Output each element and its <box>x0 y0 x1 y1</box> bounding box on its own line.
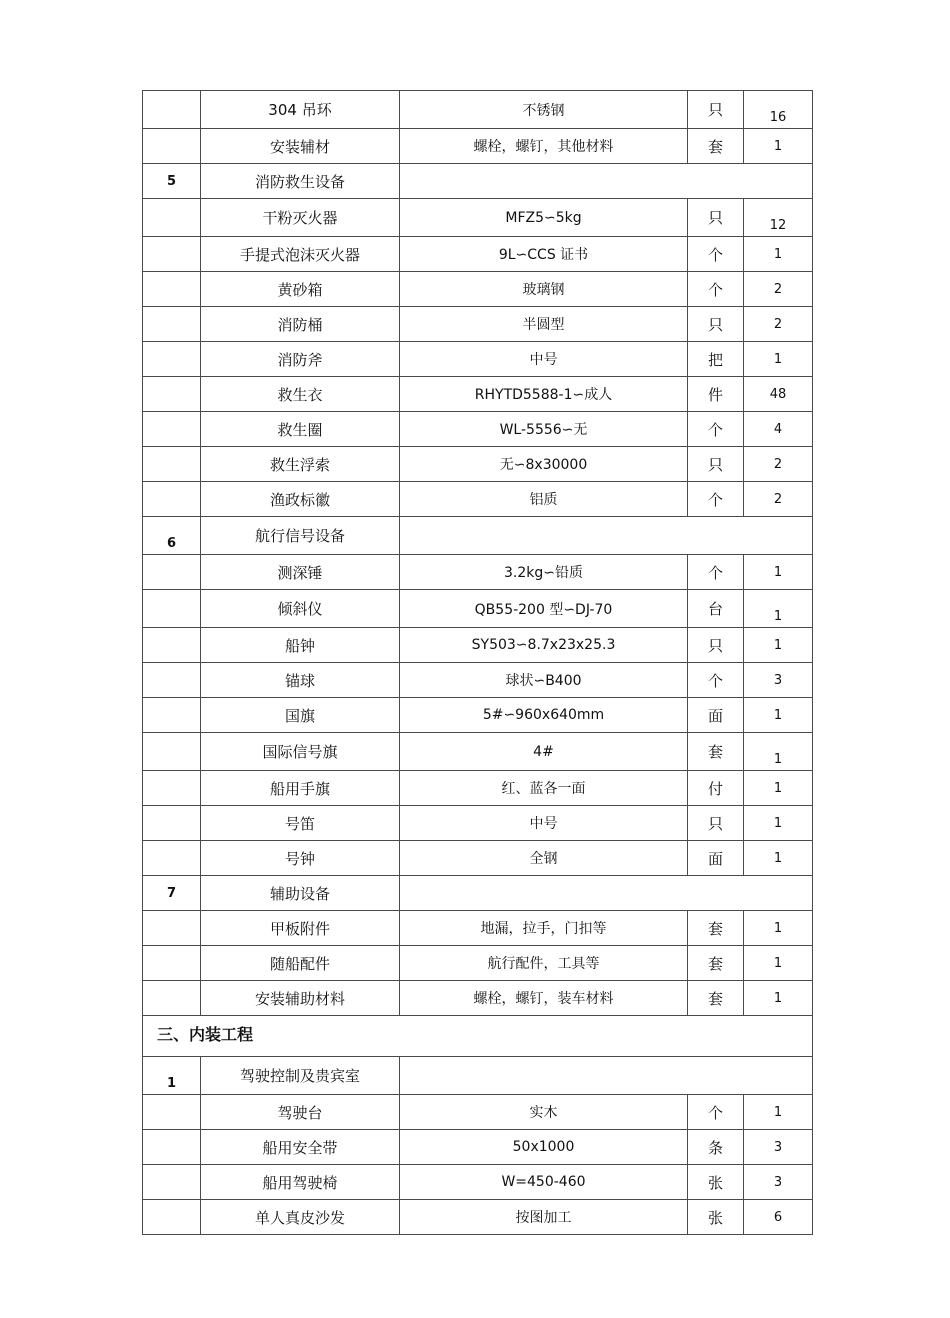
item-unit-cell: 面 <box>688 841 744 876</box>
item-number-cell <box>143 628 201 663</box>
item-name-cell: 安装辅材 <box>201 129 400 164</box>
item-unit-cell: 只 <box>688 91 744 129</box>
item-qty-cell: 1 <box>744 237 813 272</box>
table-row <box>143 1165 813 1200</box>
item-qty-cell: 1 <box>744 129 813 164</box>
item-unit-cell: 套 <box>688 946 744 981</box>
item-name-cell: 单人真皮沙发 <box>201 1200 400 1235</box>
table-row <box>143 590 813 628</box>
table-row <box>143 129 813 164</box>
item-number-cell <box>143 199 201 237</box>
item-spec-cell: WL-5556∽无 <box>400 412 688 447</box>
group-empty-cell <box>400 876 813 911</box>
table-row <box>143 1130 813 1165</box>
item-name-cell: 救生浮索 <box>201 447 400 482</box>
group-empty-cell <box>400 1057 813 1095</box>
section-title: 三、内装工程 <box>143 1016 813 1057</box>
table-row <box>143 412 813 447</box>
table-row <box>143 806 813 841</box>
item-qty-cell: 12 <box>744 199 813 237</box>
item-qty-cell: 1 <box>744 841 813 876</box>
item-name-cell: 随船配件 <box>201 946 400 981</box>
item-spec-cell: RHYTD5588-1∽成人 <box>400 377 688 412</box>
item-number-cell <box>143 482 201 517</box>
item-name-cell: 船钟 <box>201 628 400 663</box>
item-name-cell: 救生衣 <box>201 377 400 412</box>
table-row <box>143 447 813 482</box>
item-name-cell: 甲板附件 <box>201 911 400 946</box>
table-row <box>143 1200 813 1235</box>
item-qty-cell: 1 <box>744 806 813 841</box>
item-unit-cell: 个 <box>688 412 744 447</box>
item-number-cell <box>143 911 201 946</box>
item-name-cell: 304 吊环 <box>201 91 400 129</box>
item-spec-cell: 不锈钢 <box>400 91 688 129</box>
table-row <box>143 342 813 377</box>
item-spec-cell: 全钢 <box>400 841 688 876</box>
item-name-cell: 消防斧 <box>201 342 400 377</box>
table-row <box>143 663 813 698</box>
table-row <box>143 628 813 663</box>
table-row <box>143 981 813 1016</box>
table-row <box>143 841 813 876</box>
item-spec-cell: 航行配件，工具等 <box>400 946 688 981</box>
item-name-cell: 号笛 <box>201 806 400 841</box>
item-spec-cell: 红、蓝各一面 <box>400 771 688 806</box>
item-number-cell <box>143 447 201 482</box>
group-row <box>143 164 813 199</box>
item-unit-cell: 只 <box>688 447 744 482</box>
item-spec-cell: 中号 <box>400 806 688 841</box>
item-qty-cell: 1 <box>744 555 813 590</box>
item-unit-cell: 张 <box>688 1200 744 1235</box>
table-body <box>143 91 813 1235</box>
table-row <box>143 555 813 590</box>
item-spec-cell: 球状∽B400 <box>400 663 688 698</box>
item-qty-cell: 1 <box>744 733 813 771</box>
item-qty-cell: 1 <box>744 946 813 981</box>
item-unit-cell: 套 <box>688 911 744 946</box>
item-unit-cell: 付 <box>688 771 744 806</box>
item-unit-cell: 个 <box>688 1095 744 1130</box>
item-name-cell: 船用手旗 <box>201 771 400 806</box>
group-name-cell: 消防救生设备 <box>201 164 400 199</box>
item-number-cell <box>143 1095 201 1130</box>
item-qty-cell: 3 <box>744 1130 813 1165</box>
item-name-cell: 船用驾驶椅 <box>201 1165 400 1200</box>
item-unit-cell: 个 <box>688 237 744 272</box>
item-unit-cell: 条 <box>688 1130 744 1165</box>
item-qty-cell: 6 <box>744 1200 813 1235</box>
table-row <box>143 272 813 307</box>
item-unit-cell: 套 <box>688 733 744 771</box>
item-unit-cell: 张 <box>688 1165 744 1200</box>
item-spec-cell: 4# <box>400 733 688 771</box>
item-spec-cell: SY503∽8.7x23x25.3 <box>400 628 688 663</box>
item-number-cell <box>143 981 201 1016</box>
item-spec-cell: 按图加工 <box>400 1200 688 1235</box>
item-spec-cell: 地漏，拉手，门扣等 <box>400 911 688 946</box>
item-number-cell <box>143 1165 201 1200</box>
item-name-cell: 渔政标徽 <box>201 482 400 517</box>
item-number-cell <box>143 698 201 733</box>
item-name-cell: 救生圈 <box>201 412 400 447</box>
item-qty-cell: 1 <box>744 771 813 806</box>
item-number-cell <box>143 412 201 447</box>
item-qty-cell: 2 <box>744 447 813 482</box>
table-row <box>143 771 813 806</box>
item-spec-cell: 3.2kg∽铅质 <box>400 555 688 590</box>
group-row <box>143 876 813 911</box>
item-qty-cell: 3 <box>744 663 813 698</box>
group-number-cell: 5 <box>143 164 201 199</box>
item-number-cell <box>143 91 201 129</box>
table-row <box>143 199 813 237</box>
item-qty-cell: 1 <box>744 911 813 946</box>
item-number-cell <box>143 307 201 342</box>
item-spec-cell: 玻璃钢 <box>400 272 688 307</box>
table-row <box>143 377 813 412</box>
item-spec-cell: 5#∽960x640mm <box>400 698 688 733</box>
item-qty-cell: 2 <box>744 272 813 307</box>
item-number-cell <box>143 342 201 377</box>
group-row <box>143 1057 813 1095</box>
item-qty-cell: 1 <box>744 590 813 628</box>
item-spec-cell: 螺栓，螺钉，装车材料 <box>400 981 688 1016</box>
group-name-cell: 辅助设备 <box>201 876 400 911</box>
item-unit-cell: 把 <box>688 342 744 377</box>
item-number-cell <box>143 377 201 412</box>
item-unit-cell: 个 <box>688 663 744 698</box>
item-name-cell: 船用安全带 <box>201 1130 400 1165</box>
item-name-cell: 干粉灭火器 <box>201 199 400 237</box>
item-qty-cell: 4 <box>744 412 813 447</box>
item-qty-cell: 1 <box>744 628 813 663</box>
item-number-cell <box>143 1130 201 1165</box>
group-number-cell: 6 <box>143 517 201 555</box>
item-spec-cell: 9L∽CCS 证书 <box>400 237 688 272</box>
item-qty-cell: 1 <box>744 698 813 733</box>
table-row <box>143 698 813 733</box>
item-number-cell <box>143 841 201 876</box>
item-spec-cell: 50x1000 <box>400 1130 688 1165</box>
item-number-cell <box>143 946 201 981</box>
item-qty-cell: 1 <box>744 342 813 377</box>
item-number-cell <box>143 272 201 307</box>
item-number-cell <box>143 1200 201 1235</box>
item-unit-cell: 只 <box>688 628 744 663</box>
item-number-cell <box>143 771 201 806</box>
group-number-cell: 7 <box>143 876 201 911</box>
item-spec-cell: 铝质 <box>400 482 688 517</box>
item-unit-cell: 个 <box>688 272 744 307</box>
item-number-cell <box>143 129 201 164</box>
item-unit-cell: 套 <box>688 129 744 164</box>
item-qty-cell: 16 <box>744 91 813 129</box>
item-unit-cell: 个 <box>688 482 744 517</box>
item-unit-cell: 件 <box>688 377 744 412</box>
item-name-cell: 倾斜仪 <box>201 590 400 628</box>
item-name-cell: 消防桶 <box>201 307 400 342</box>
item-number-cell <box>143 590 201 628</box>
item-qty-cell: 1 <box>744 981 813 1016</box>
item-number-cell <box>143 237 201 272</box>
item-name-cell: 手提式泡沫灭火器 <box>201 237 400 272</box>
item-unit-cell: 套 <box>688 981 744 1016</box>
item-unit-cell: 只 <box>688 307 744 342</box>
item-unit-cell: 只 <box>688 806 744 841</box>
group-number-cell: 1 <box>143 1057 201 1095</box>
item-spec-cell: 无∽8x30000 <box>400 447 688 482</box>
item-name-cell: 黄砂箱 <box>201 272 400 307</box>
item-name-cell: 锚球 <box>201 663 400 698</box>
item-unit-cell: 台 <box>688 590 744 628</box>
table-row <box>143 946 813 981</box>
item-number-cell <box>143 663 201 698</box>
item-name-cell: 号钟 <box>201 841 400 876</box>
item-name-cell: 国际信号旗 <box>201 733 400 771</box>
item-name-cell: 驾驶台 <box>201 1095 400 1130</box>
item-qty-cell: 2 <box>744 307 813 342</box>
equipment-table <box>142 90 813 1235</box>
table-row <box>143 1095 813 1130</box>
item-number-cell <box>143 806 201 841</box>
item-unit-cell: 个 <box>688 555 744 590</box>
item-spec-cell: 实木 <box>400 1095 688 1130</box>
section-row <box>143 1016 813 1057</box>
item-spec-cell: 螺栓，螺钉，其他材料 <box>400 129 688 164</box>
group-empty-cell <box>400 517 813 555</box>
table-row <box>143 307 813 342</box>
group-empty-cell <box>400 164 813 199</box>
item-name-cell: 测深锤 <box>201 555 400 590</box>
item-name-cell: 国旗 <box>201 698 400 733</box>
group-name-cell: 驾驶控制及贵宾室 <box>201 1057 400 1095</box>
item-spec-cell: W=450-460 <box>400 1165 688 1200</box>
group-row <box>143 517 813 555</box>
item-number-cell <box>143 733 201 771</box>
table-row <box>143 91 813 129</box>
group-name-cell: 航行信号设备 <box>201 517 400 555</box>
table-row <box>143 237 813 272</box>
item-spec-cell: 半圆型 <box>400 307 688 342</box>
item-qty-cell: 1 <box>744 1095 813 1130</box>
item-spec-cell: QB55-200 型∽DJ-70 <box>400 590 688 628</box>
item-qty-cell: 2 <box>744 482 813 517</box>
table-row <box>143 733 813 771</box>
table-row <box>143 482 813 517</box>
item-qty-cell: 48 <box>744 377 813 412</box>
item-unit-cell: 面 <box>688 698 744 733</box>
item-spec-cell: 中号 <box>400 342 688 377</box>
item-number-cell <box>143 555 201 590</box>
item-spec-cell: MFZ5∽5kg <box>400 199 688 237</box>
table-row <box>143 911 813 946</box>
item-unit-cell: 只 <box>688 199 744 237</box>
item-qty-cell: 3 <box>744 1165 813 1200</box>
item-name-cell: 安装辅助材料 <box>201 981 400 1016</box>
